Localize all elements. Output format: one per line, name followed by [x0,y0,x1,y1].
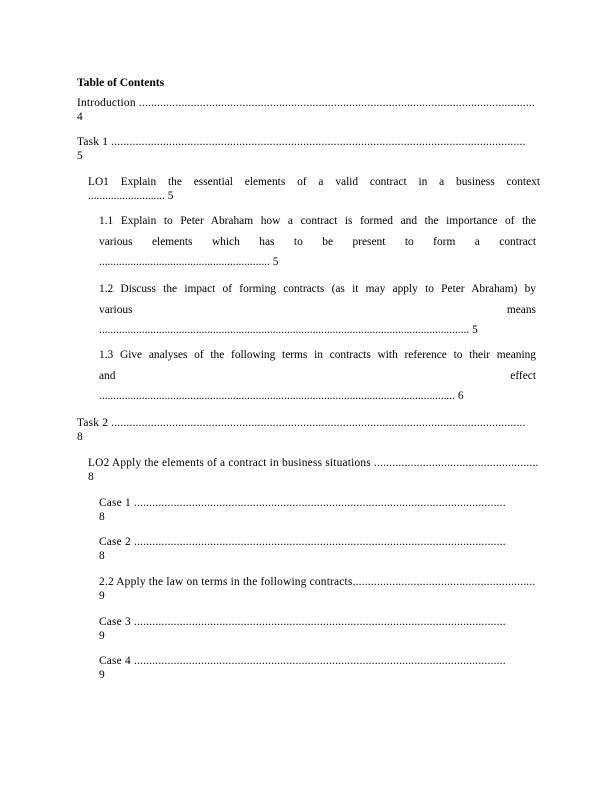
toc-page-number: 9 [99,629,105,642]
toc-page-number: 5 [472,324,478,336]
toc-page-number: 8 [77,430,83,443]
toc-entry-label: LO1 Explain the essential elements of a valid contract in a business context [88,176,540,188]
toc-entry-label: Case 2 [99,536,131,548]
toc-dot-leader: ............................................................................................................................. [99,390,455,402]
toc-entry-label-word: various [99,303,133,316]
toc-dot-leader: ............................................................ [99,256,270,268]
toc-page-number: 9 [99,589,105,602]
toc-entry-task-1[interactable] [77,136,540,163]
toc-entry-1-3[interactable] [99,345,536,407]
toc-entry-case-1[interactable] [99,497,540,524]
toc-entry-label: Task 2 [77,417,109,429]
toc-page-number: 9 [99,668,105,681]
toc-page-number: 8 [99,549,105,562]
toc-entry-label: Case 3 [99,616,131,628]
toc-dot-leader: ...................................................... [373,457,539,469]
toc-entry-case-4[interactable] [99,655,540,682]
toc-entry-label-line-2: various elements which has to be present to form a contract [99,235,536,248]
toc-page-number: 8 [88,470,94,483]
toc-entry-lo1[interactable] [88,176,540,203]
toc-entry-label-word: effect [510,369,536,382]
toc-dot-leader: ........................... [88,189,165,202]
toc-entry-case-2[interactable] [99,536,540,563]
toc-dot-leader: .................................................................................................................................. [138,97,535,109]
toc-page-number: 8 [99,510,105,523]
toc-page-number: 5 [167,189,174,202]
toc-entry-label: Case 1 [99,497,131,509]
toc-page-number: 5 [77,149,83,162]
toc-dot-leader: .......................................................................................................................... [133,616,506,628]
toc-dot-leader: ............................................................ [352,576,536,588]
toc-entry-label-word: means [506,303,536,316]
toc-entry-case-3[interactable] [99,616,540,643]
toc-entry-label: LO2 Apply the elements of a contract in business situations [88,457,371,469]
toc-entry-lo2[interactable] [88,457,540,484]
toc-entry-label-line-1: 1.1 Explain to Peter Abraham how a contract is formed and the importance of the [99,215,536,227]
toc-entry-label-word: and [99,369,116,382]
toc-entry-1-1[interactable] [99,211,536,273]
toc-dot-leader: ........................................................................................................................................ [111,136,526,148]
toc-entry-introduction[interactable] [77,97,540,124]
toc-title: Table of Contents [77,76,165,89]
toc-page-number: 6 [457,390,464,402]
toc-entry-label: Task 1 [77,136,109,148]
toc-entry-label: Introduction [77,97,136,109]
toc-entry-task-2[interactable] [77,417,540,444]
toc-dot-leader: .......................................................................................................................... [133,497,506,509]
toc-entry-label: Case 4 [99,655,131,667]
toc-dot-leader: .......................................................................................................................... [133,536,506,548]
toc-entry-1-2[interactable] [99,279,536,341]
toc-page-number: 4 [77,110,83,123]
toc-entry-2-2[interactable] [99,576,540,603]
toc-dot-leader: .......................................................................................................................... [133,655,506,667]
toc-entry-label-line-1: 1.2 Discuss the impact of forming contracts (as it may apply to Peter Abraham) by [99,283,536,295]
toc-page-number: 5 [272,256,279,268]
toc-entry-label-line-1: 1.3 Give analyses of the following terms in contracts with reference to their meaning [99,349,536,361]
toc-entry-label: 2.2 Apply the law on terms in the following contracts [99,576,353,588]
toc-dot-leader: ........................................................................................................................................ [111,417,526,429]
toc-dot-leader: .................................................................................................................................. [99,324,470,336]
